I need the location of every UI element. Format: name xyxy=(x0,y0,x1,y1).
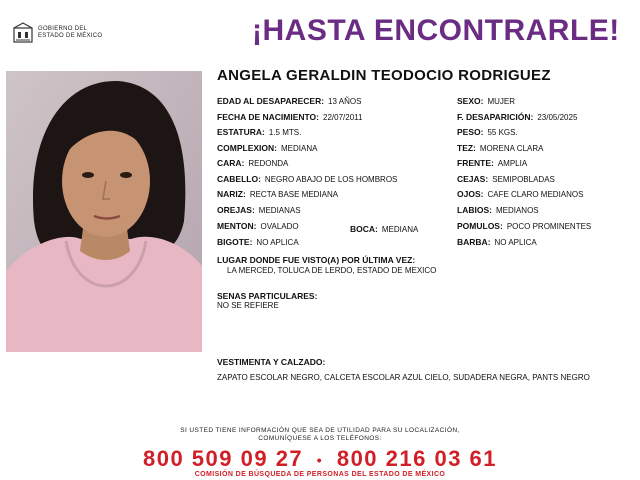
field-nariz: NARIZ: RECTA BASE MEDIANA xyxy=(217,189,339,199)
commission-footer: COMISIÓN DE BÚSQUEDA DE PERSONAS DEL ESTADO DE MÉXICO xyxy=(194,471,446,478)
person-name: ANGELA GERALDIN TEODOCIO RODRIGUEZ xyxy=(217,67,551,84)
phone-1[interactable]: 800 509 09 27 xyxy=(142,446,304,471)
field-bigote: BIGOTE: NO APLICA xyxy=(217,237,299,247)
state-government-logo xyxy=(12,22,122,44)
contact-note-line-1: SI USTED TIENE INFORMACIÓN QUE SEA DE UTILIDAD PARA SU LOCALIZACIÓN, xyxy=(180,427,460,434)
field-cara: CARA: REDONDA xyxy=(217,158,289,168)
phone-2[interactable]: 800 216 03 61 xyxy=(336,446,498,471)
missing-person-photo xyxy=(6,71,202,352)
field-labios: LABIOS: MEDIANOS xyxy=(457,205,539,215)
phone-numbers xyxy=(0,446,640,472)
contact-note-line-2: COMUNÍQUESE A LOS TELÉFONOS: xyxy=(258,435,382,442)
field-pomulos: POMULOS: POCO PROMINENTES xyxy=(457,221,592,231)
field-sexo: SEXO: MUJER xyxy=(457,96,516,106)
marks-section xyxy=(217,291,317,311)
field-frente: FRENTE: AMPLIA xyxy=(457,158,528,168)
field-tez: TEZ: MORENA CLARA xyxy=(457,143,544,153)
logo-line-2: ESTADO DE MÉXICO xyxy=(38,33,103,39)
phone-separator: • xyxy=(316,452,324,469)
last-seen-label: LUGAR DONDE FUE VISTO(A) POR ÚLTIMA VEZ: xyxy=(217,255,416,265)
field-estatura: ESTATURA: 1.5 MTS. xyxy=(217,127,302,137)
field-orejas: OREJAS: MEDIANAS xyxy=(217,205,301,215)
last-seen-value: LA MERCED, TOLUCA DE LERDO, ESTADO DE MEXICO xyxy=(227,266,437,275)
field-edad: EDAD AL DESAPARECER: 13 AÑOS xyxy=(217,96,362,106)
field-cabello: CABELLO: NEGRO ABAJO DE LOS HOMBROS xyxy=(217,174,398,184)
marks-value: NO SE REFIERE xyxy=(217,301,279,310)
field-desaparicion: F. DESAPARICIÓN: 23/05/2025 xyxy=(457,112,578,122)
logo-line-1: GOBIERNO DEL xyxy=(38,26,88,32)
field-cejas: CEJAS: SEMIPOBLADAS xyxy=(457,174,555,184)
headline: ¡HASTA ENCONTRARLE! xyxy=(252,14,620,47)
last-seen-section xyxy=(217,255,436,276)
clothing-section xyxy=(217,357,607,383)
state-emblem-icon xyxy=(12,22,34,44)
field-nacimiento: FECHA DE NACIMIENTO: 22/07/2011 xyxy=(217,112,363,122)
marks-label: SENAS PARTICULARES: xyxy=(217,291,318,301)
field-complexion: COMPLEXION: MEDIANA xyxy=(217,143,318,153)
field-peso: PESO: 55 KGS. xyxy=(457,127,518,137)
field-barba: BARBA: NO APLICA xyxy=(457,237,537,247)
contact-note xyxy=(0,427,640,443)
clothing-label: VESTIMENTA Y CALZADO: xyxy=(217,357,326,367)
field-ojos: OJOS: CAFE CLARO MEDIANOS xyxy=(457,189,584,199)
field-boca: BOCA: MEDIANA xyxy=(350,224,419,234)
clothing-value: ZAPATO ESCOLAR NEGRO, CALCETA ESCOLAR AZUL CIELO, SUDADERA NEGRA, PANTS NEGRO xyxy=(217,373,590,382)
field-menton: MENTON: OVALADO xyxy=(217,221,299,231)
